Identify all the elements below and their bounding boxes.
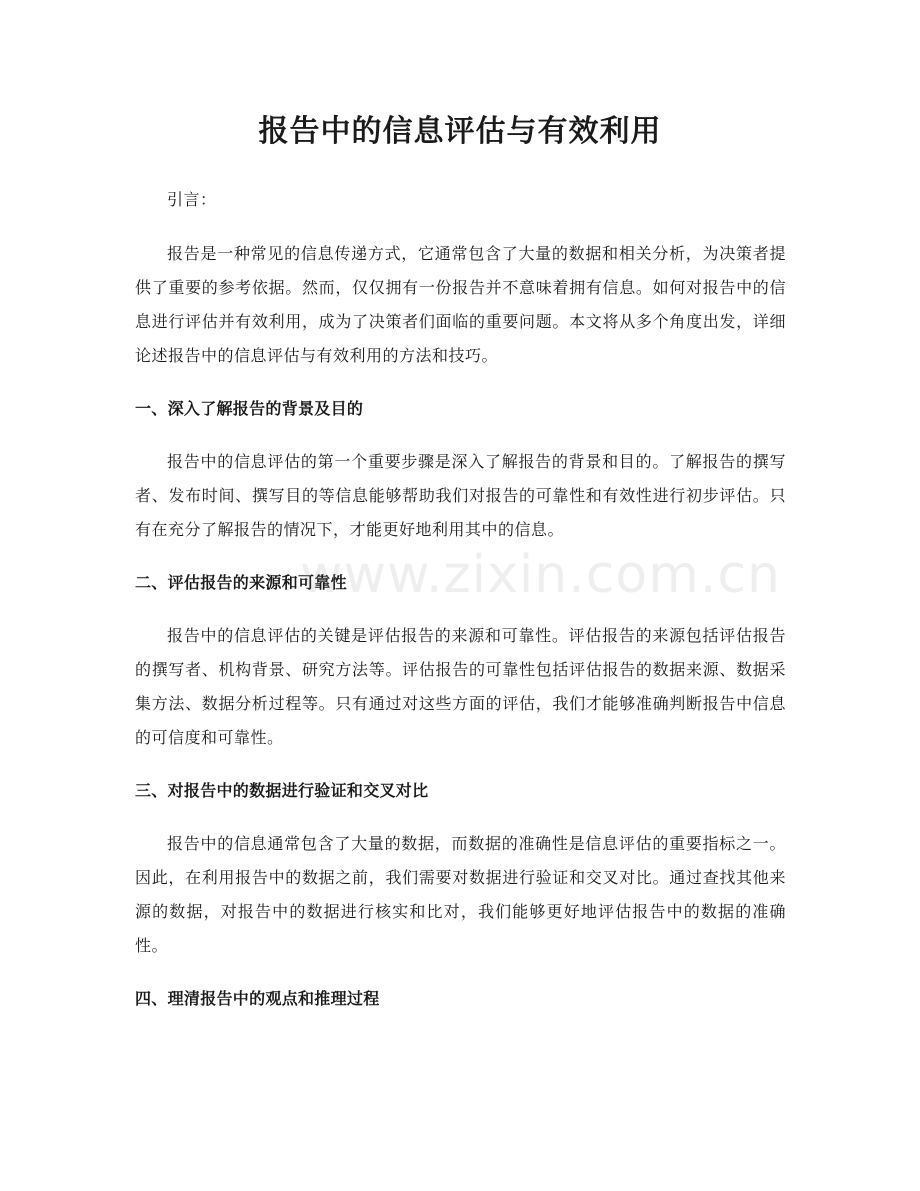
document-title: 报告中的信息评估与有效利用 bbox=[258, 114, 662, 149]
section-paragraph-3: 报告中的信息通常包含了大量的数据，而数据的准确性是信息评估的重要指标之一。因此，在利用报告中的数据之前，我们需要对数据进行验证和交叉对比。通过查找其他来源的数据，对报告中的数据进行核实和比对，我们能够更好地评估报告中的数据的准确性。 bbox=[135, 834, 786, 955]
section-heading-1: 一、深入了解报告的背景及目的 bbox=[135, 399, 364, 418]
intro-label: 引言： bbox=[167, 190, 217, 209]
section-heading-4: 四、理清报告中的观点和推理过程 bbox=[135, 989, 380, 1008]
section-paragraph-2: 报告中的信息评估的关键是评估报告的来源和可靠性。评估报告的来源包括评估报告的撰写者、机构背景、研究方法等。评估报告的可靠性包括评估报告的数据来源、数据采集方法、数据分析过程等。只有通过对这些方面的评估，我们才能够准确判断报告中信息的可信度和可靠性。 bbox=[135, 626, 786, 747]
section-heading-3: 三、对报告中的数据进行验证和交叉对比 bbox=[135, 781, 429, 800]
section-paragraph-1: 报告中的信息评估的第一个重要步骤是深入了解报告的背景和目的。了解报告的撰写者、发布时间、撰写目的等信息能够帮助我们对报告的可靠性和有效性进行初步评估。只有在充分了解报告的情况下，才能更好地利用其中的信息。 bbox=[135, 452, 786, 539]
intro-paragraph: 报告是一种常见的信息传递方式，它通常包含了大量的数据和相关分析，为决策者提供了重要的参考依据。然而，仅仅拥有一份报告并不意味着拥有信息。如何对报告中的信息进行评估并有效利用，成为了决策者们面临的重要问题。本文将从多个角度出发，详细论述报告中的信息评估与有效利用的方法和技巧。 bbox=[135, 244, 786, 365]
section-heading-2: 二、评估报告的来源和可靠性 bbox=[135, 573, 347, 592]
document-body bbox=[135, 183, 786, 1016]
watermark: www.zixin.com.cn bbox=[300, 545, 781, 605]
